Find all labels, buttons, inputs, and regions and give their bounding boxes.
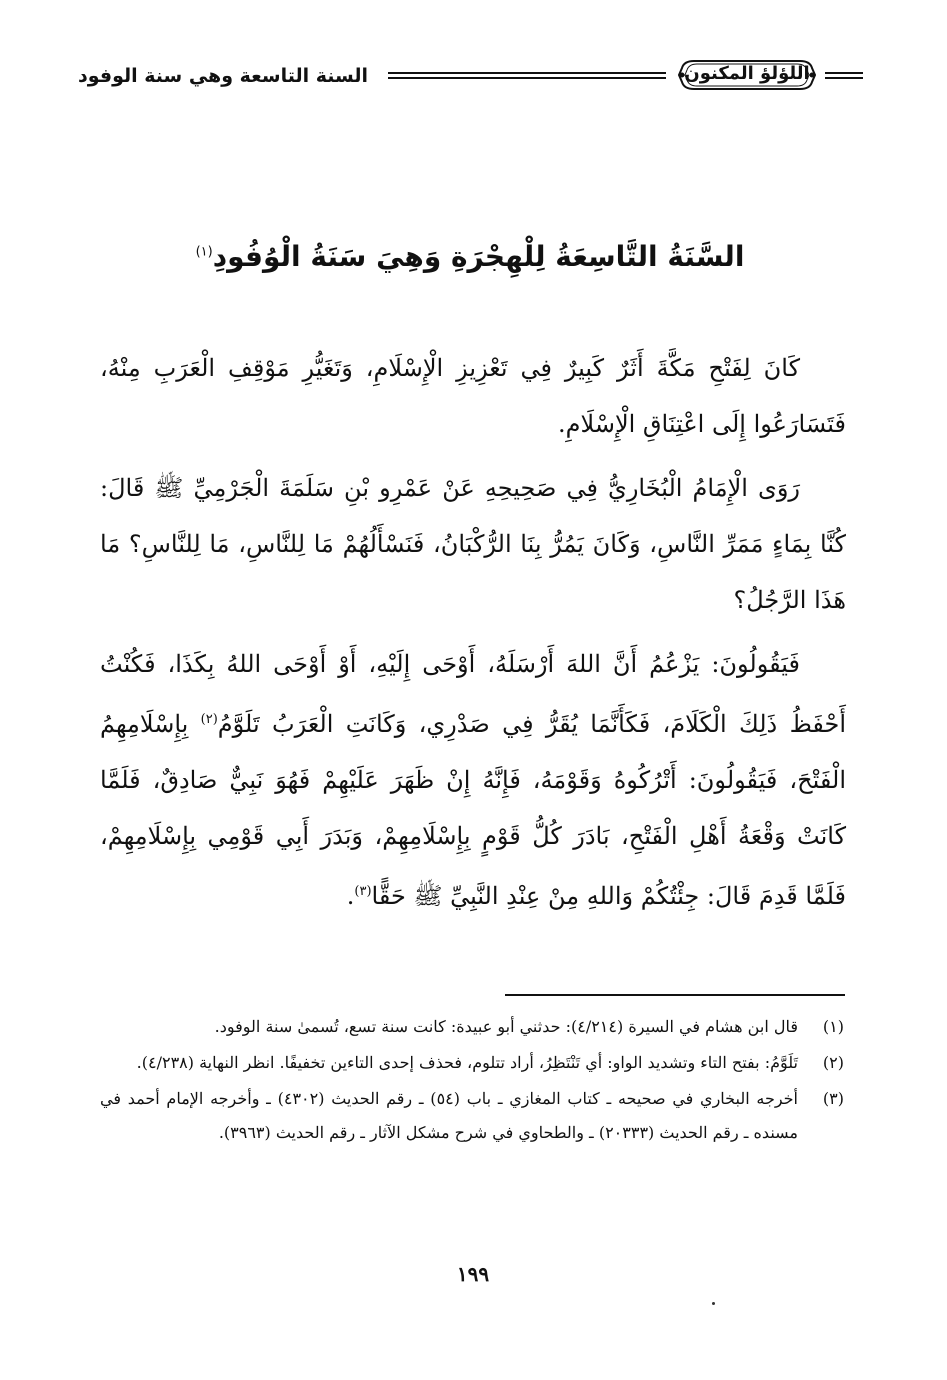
header-rule-right (825, 72, 863, 79)
footnote-text: أخرجه البخاري في صحيحه ـ كتاب المغازي ـ باب (٥٤) ـ رقم الحديث (٤٣٠٢) ـ وأخرجه الإمام أحمد في مسنده ـ رقم الحديث (٢٠٣٣٣) ـ والطحاوي في شرح مشكل الآثار ـ رقم الحديث (٣٩٦٣). (100, 1089, 799, 1142)
paragraph-3-part-a: فَيَقُولُونَ: يَزْعُمُ أَنَّ اللهَ أَرْسَلَهُ، أَوْحَى إِلَيْهِ، أَوْ أَوْحَى اللهُ بِكَذَا، فَكُنْتُ أَحْفَظُ ذَلِكَ الْكَلَامَ، فَكَأَنَّمَا يُقَرُّ فِي صَدْرِي، وَكَانَتِ الْعَرَبُ تَلَوَّمُ (100, 650, 846, 738)
section-title: السنة التاسعة وهي سنة الوفود (77, 65, 368, 87)
paragraph-3-part-b: بِإِسْلَامِهِمُ الْفَتْحَ، فَيَقُولُونَ: أَتْرُكُوهُ وَقَوْمَهُ، فَإِنَّهُ إِنْ ظَهَرَ عَلَيْهِمْ فَهُوَ نَبِيٌّ صَادِقٌ، فَلَمَّا كَانَتْ وَقْعَةُ أَهْلِ الْفَتْحِ، بَادَرَ كُلُّ قَوْمٍ بِإِسْلَامِهِمْ، وَبَدَرَ أَبِي قَوْمِي بِإِسْلَامِهِمْ، فَلَمَّا قَدِمَ قَالَ: جِئْتُكُمْ وَاللهِ مِنْ عِنْدِ النَّبِيِّ ﷺ حَقًّا (100, 710, 846, 910)
footnote-ref-3: (٣) (354, 884, 372, 899)
footnote-text: تَلَوَّمُ: بفتح التاء وتشديد الواو: أي تَنْتَظِرُ، أراد تتلوم، فحذف إحدى التاءين تخفيفًا. انظر النهاية (٤/٢٣٨). (136, 1053, 798, 1072)
footnote-1 (100, 1010, 846, 1044)
chapter-title (150, 240, 790, 273)
paragraph-3 (100, 636, 846, 924)
paragraph-1: كَانَ لِفَتْحِ مَكَّةَ أَثَرٌ كَبِيرٌ فِي تَعْزِيزِ الْإِسْلَامِ، وَتَغَيُّرِ مَوْقِفِ الْعَرَبِ مِنْهُ، فَتَسَارَعُوا إِلَى اعْتِنَاقِ الْإِسْلَامِ. (100, 354, 846, 438)
footnote-number: (٣) (822, 1089, 844, 1108)
footnote-number: (٢) (822, 1053, 844, 1072)
running-header (77, 58, 863, 98)
footnote-text: قال ابن هشام في السيرة (٤/٢١٤): حدثني أبو عبيدة: كانت سنة تسع، تُسمىٰ سنة الوفود. (214, 1017, 798, 1036)
footnote-number: (١) (822, 1017, 844, 1036)
footnotes (100, 1010, 846, 1152)
book-title-frame (678, 58, 816, 92)
footnote-ref-2: (٢) (200, 712, 218, 727)
book-title: اللؤلؤ المكنون (684, 63, 810, 84)
paragraph-3-end: . (346, 882, 355, 910)
page-number: ١٩٩ (456, 1262, 490, 1286)
footnote-separator (505, 994, 845, 996)
chapter-title-text: السَّنَةُ التَّاسِعَةُ لِلْهِجْرَةِ وَهِيَ سَنَةُ الْوُفُودِ (212, 240, 745, 273)
print-speck (712, 1302, 715, 1305)
header-rule-middle (388, 72, 666, 79)
footnote-ref-1: (١) (195, 244, 213, 260)
paragraph-2: رَوَى الْإِمَامُ الْبُخَارِيُّ فِي صَحِيحِهِ عَنْ عَمْرِو بْنِ سَلَمَةَ الْجَرْمِيِّ ﷺ قَالَ: كُنَّا بِمَاءٍ مَمَرِّ النَّاسِ، وَكَانَ يَمُرُّ بِنَا الرُّكْبَانُ، فَنَسْأَلُهُمْ مَا لِلنَّاسِ، مَا لِلنَّاسِ؟ مَا هَذَا الرَّجُلُ؟ (100, 474, 846, 614)
body-text (100, 340, 846, 932)
footnote-3 (100, 1082, 846, 1150)
footnote-2 (100, 1046, 846, 1080)
